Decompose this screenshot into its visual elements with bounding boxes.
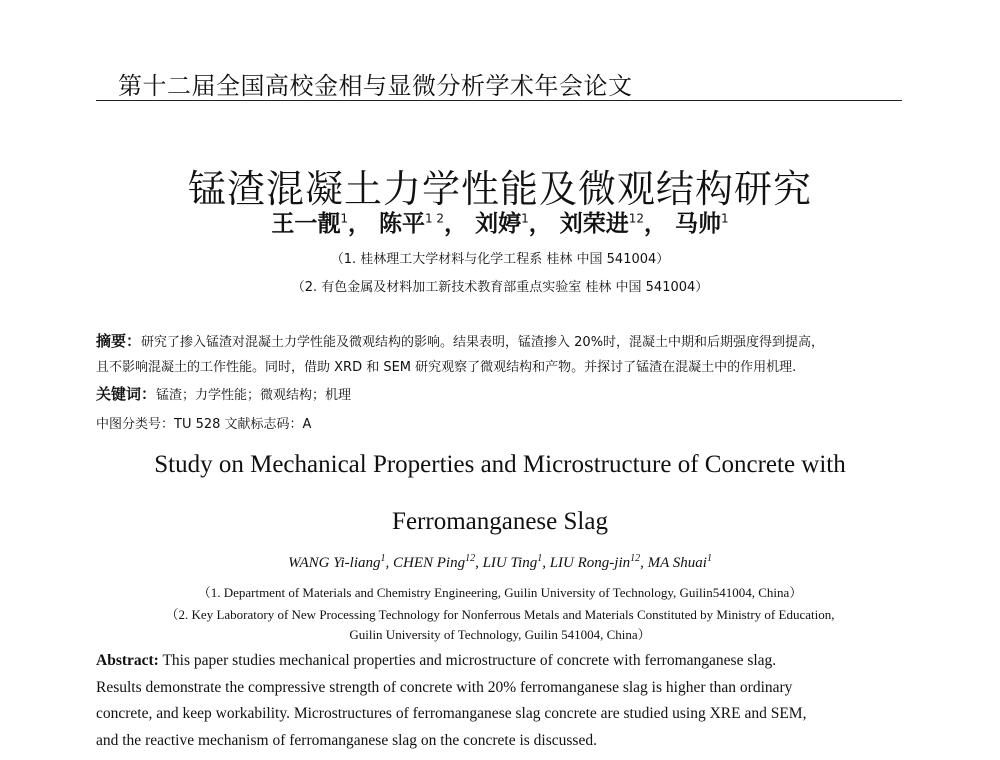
english-affiliation-1: （1. Department of Materials and Chemistry Engineering, Guilin University of Technology, Guilin541004, China） [197, 585, 803, 600]
keywords-text: 锰渣；力学性能；微观结构；机理 [156, 388, 352, 403]
chinese-title: 锰渣混凝土力学性能及微观结构研究 [187, 167, 812, 211]
english-abstract-line [96, 652, 911, 670]
keywords-label: 关键词： [96, 385, 157, 403]
author-name: 王一靓 [271, 211, 341, 237]
author-sup: 12 [465, 553, 476, 564]
conference-header: 第十二届全国高校金相与显微分析学术年会论文 [118, 72, 633, 100]
abstract-text: 研究了掺入锰渣对混凝土力学性能及微观结构的影响。结果表明，锰渣掺入 20%时，混凝土中期和后期强度得到提高， [141, 335, 825, 350]
author-sup: 1 [721, 211, 729, 226]
author-sep: ， [347, 211, 371, 237]
abstract-text: This paper studies mechanical properties and microstructure of concrete with ferromanganese slag. [158, 652, 777, 669]
english-abstract-line: and the reactive mechanism of ferromanganese slag on the concrete is discussed. [96, 732, 597, 749]
author-name: LIU Ting [482, 555, 538, 571]
english-affiliation-2-cont: Guilin University of Technology, Guilin 541004, China） [349, 627, 651, 642]
chinese-affiliation-1: （1. 桂林理工大学材料与化学工程系 桂林 中国 541004） [330, 252, 670, 267]
chinese-authors [0, 205, 1000, 238]
chinese-abstract-line: 且不影响混凝土的工作性能。同时，借助 XRD 和 SEM 研究观察了微观结构和产物。并探讨了锰渣在混凝土中的作用机理. [96, 360, 797, 375]
classification-line: 中图分类号：TU 528 文献标志码：A [96, 417, 312, 432]
author-sup: 12 [628, 211, 645, 226]
author-name: LIU Rong-jin [549, 555, 631, 571]
english-affiliation-2: （2. Key Laboratory of New Processing Technology for Nonferrous Metals and Materials Constituted by Ministry of Education, [165, 607, 835, 622]
english-abstract-line: Results demonstrate the compressive strength of concrete with 20% ferromanganese slag is higher than ordinary [96, 679, 793, 696]
author-name: MA Shuai [647, 555, 707, 571]
english-title-line-2: Ferromanganese Slag [392, 508, 608, 535]
author-sup: 1 [521, 211, 529, 226]
english-title-line-1: Study on Mechanical Properties and Microstructure of Concrete with [154, 451, 846, 478]
chinese-affiliation-2: （2. 有色金属及材料加工新技术教育部重点实验室 桂林 中国 541004） [291, 280, 709, 295]
author-name: 刘荣进 [559, 211, 629, 237]
chinese-abstract-line [96, 330, 916, 351]
author-sep: ， [444, 211, 468, 237]
author-sup: 1 2 [424, 211, 445, 226]
author-sup: 1 [340, 211, 348, 226]
author-sup: 12 [630, 553, 641, 564]
header-rule [96, 100, 902, 101]
author-name: CHEN Ping [393, 555, 466, 571]
author-name: 刘婷 [475, 211, 522, 237]
author-sup: 1 [380, 553, 386, 564]
abstract-label: Abstract: [96, 652, 159, 669]
author-sep: ， [644, 211, 668, 237]
author-sup: 1 [706, 553, 712, 564]
author-name: WANG Yi-liang [288, 555, 381, 571]
author-name: 马帅 [675, 211, 722, 237]
abstract-label: 摘要： [96, 332, 142, 350]
chinese-keywords [96, 383, 916, 404]
author-sep: ， [528, 211, 552, 237]
english-authors: WANG Yi-liang$^1$, CHEN Ping$^{12}$, LIU Ting$^1$, LIU Rong-jin$^{12}$, MA Shuai$^1$ [288, 553, 712, 571]
author-name: 陈平 [378, 211, 425, 237]
author-sup: 1 [537, 553, 543, 564]
english-abstract-line: concrete, and keep workability. Microstructures of ferromanganese slag concrete are studied using XRE and SEM, [96, 705, 807, 722]
